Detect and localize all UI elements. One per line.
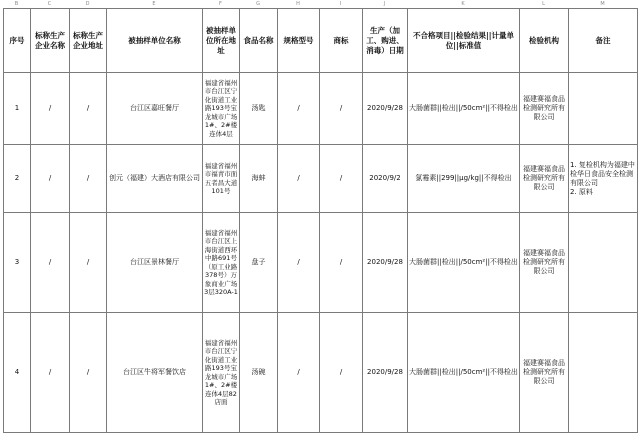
cell-seq[interactable]: 4 [4, 313, 31, 433]
cell-producer-name[interactable]: / [31, 73, 70, 145]
cell-production-date[interactable]: 2020/9/28 [363, 313, 408, 433]
cell-producer-address[interactable]: / [70, 145, 107, 213]
cell-food-name[interactable]: 汤碗 [240, 313, 278, 433]
column-letter[interactable]: C [47, 1, 52, 7]
cell-food-name[interactable]: 汤匙 [240, 73, 278, 145]
column-letter[interactable]: E [152, 1, 156, 7]
cell-unqualified-items[interactable]: 氯霉素||299||μg/kg||不得检出 [408, 145, 520, 213]
header-producer-address[interactable]: 标称生产企业地址 [70, 9, 107, 73]
header-row [4, 9, 638, 73]
cell-agency[interactable]: 福建赛福食品检测研究所有限公司 [520, 145, 569, 213]
cell-spec[interactable]: / [278, 213, 320, 313]
cell-food-name[interactable]: 盘子 [240, 213, 278, 313]
cell-seq[interactable]: 3 [4, 213, 31, 313]
header-brand[interactable]: 商标 [320, 9, 363, 73]
cell-sampled-address[interactable]: 福建省福州市福青市面五者昌大道101号 [203, 145, 240, 213]
cell-sampled-address[interactable]: 福建省福州市台江区宁化街道工业路193号宝龙城市广场1#、2#楼连体4层 [203, 73, 240, 145]
header-producer-name[interactable]: 标称生产企业名称 [31, 9, 70, 73]
cell-unqualified-items[interactable]: 大肠菌群||检出||/50cm²||不得检出 [408, 73, 520, 145]
cell-brand[interactable]: / [320, 73, 363, 145]
cell-brand[interactable]: / [320, 313, 363, 433]
cell-remark[interactable] [569, 313, 638, 433]
cell-sampled-address[interactable]: 福建省福州市台江区上海街道西环中路691号（原工业路378号）万象商业广场3层320A-1 [203, 213, 240, 313]
cell-spec[interactable]: / [278, 73, 320, 145]
header-food-name[interactable]: 食品名称 [240, 9, 278, 73]
column-letter[interactable]: B [14, 1, 19, 7]
cell-spec[interactable]: / [278, 313, 320, 433]
remark-line: 2. 原料 [570, 187, 593, 196]
column-letter[interactable]: I [339, 1, 342, 7]
cell-producer-name[interactable]: / [31, 145, 70, 213]
cell-brand[interactable]: / [320, 145, 363, 213]
column-letter[interactable]: D [85, 1, 90, 7]
column-letter-bar [0, 0, 640, 8]
column-letter[interactable]: J [383, 1, 386, 7]
cell-spec[interactable]: / [278, 145, 320, 213]
cell-sampled-unit[interactable]: 台江区景林餐厅 [107, 213, 203, 313]
cell-production-date[interactable]: 2020/9/28 [363, 73, 408, 145]
cell-unqualified-items[interactable]: 大肠菌群||检出||/50cm²||不得检出 [408, 213, 520, 313]
cell-producer-address[interactable]: / [70, 213, 107, 313]
cell-sampled-address[interactable]: 福建省福州市台江区宁化街道工业路193号宝龙城市广场1#、2#楼连体4层82店面 [203, 313, 240, 433]
header-sampled-address[interactable]: 被抽样单位所在地址 [203, 9, 240, 73]
cell-remark[interactable] [569, 73, 638, 145]
header-sampled-unit[interactable]: 被抽样单位名称 [107, 9, 203, 73]
table-row [4, 213, 638, 313]
cell-remark[interactable] [569, 213, 638, 313]
header-remark[interactable]: 备注 [569, 9, 638, 73]
column-letter[interactable]: K [461, 1, 465, 7]
cell-food-name[interactable]: 海蚌 [240, 145, 278, 213]
header-spec[interactable]: 规格型号 [278, 9, 320, 73]
inspection-table [3, 8, 638, 433]
cell-producer-name[interactable]: / [31, 213, 70, 313]
header-agency[interactable]: 检验机构 [520, 9, 569, 73]
cell-production-date[interactable]: 2020/9/2 [363, 145, 408, 213]
cell-seq[interactable]: 2 [4, 145, 31, 213]
cell-production-date[interactable]: 2020/9/28 [363, 213, 408, 313]
cell-sampled-unit[interactable]: 台江区嘉旺餐厅 [107, 73, 203, 145]
remark-line: 1. 复检机构为福建中检华日食品安全检测有限公司 [570, 160, 635, 187]
header-production-date[interactable]: 生产（加工、购进、消毒）日期 [363, 9, 408, 73]
header-seq[interactable]: 序号 [4, 9, 31, 73]
table-row [4, 73, 638, 145]
table-row [4, 313, 638, 433]
cell-unqualified-items[interactable]: 大肠菌群||检出||/50cm²||不得检出 [408, 313, 520, 433]
cell-seq[interactable]: 1 [4, 73, 31, 145]
cell-sampled-unit[interactable]: 创元（福建）大酒店有限公司 [107, 145, 203, 213]
column-letter[interactable]: G [256, 1, 260, 7]
cell-remark[interactable] [569, 145, 638, 213]
cell-producer-name[interactable]: / [31, 313, 70, 433]
column-letter[interactable]: H [296, 1, 300, 7]
cell-agency[interactable]: 福建赛福食品检测研究所有限公司 [520, 73, 569, 145]
cell-producer-address[interactable]: / [70, 73, 107, 145]
table-row [4, 145, 638, 213]
cell-brand[interactable]: / [320, 213, 363, 313]
cell-sampled-unit[interactable]: 台江区牛将军餐饮店 [107, 313, 203, 433]
cell-producer-address[interactable]: / [70, 313, 107, 433]
cell-agency[interactable]: 福建赛福食品检测研究所有限公司 [520, 313, 569, 433]
cell-agency[interactable]: 福建赛福食品检测研究所有限公司 [520, 213, 569, 313]
column-letter[interactable]: L [542, 1, 545, 7]
header-unqualified-items[interactable]: 不合格项目||检验结果||计量单位||标准值 [408, 9, 520, 73]
column-letter[interactable]: M [600, 1, 605, 7]
column-letter[interactable]: F [219, 1, 222, 7]
